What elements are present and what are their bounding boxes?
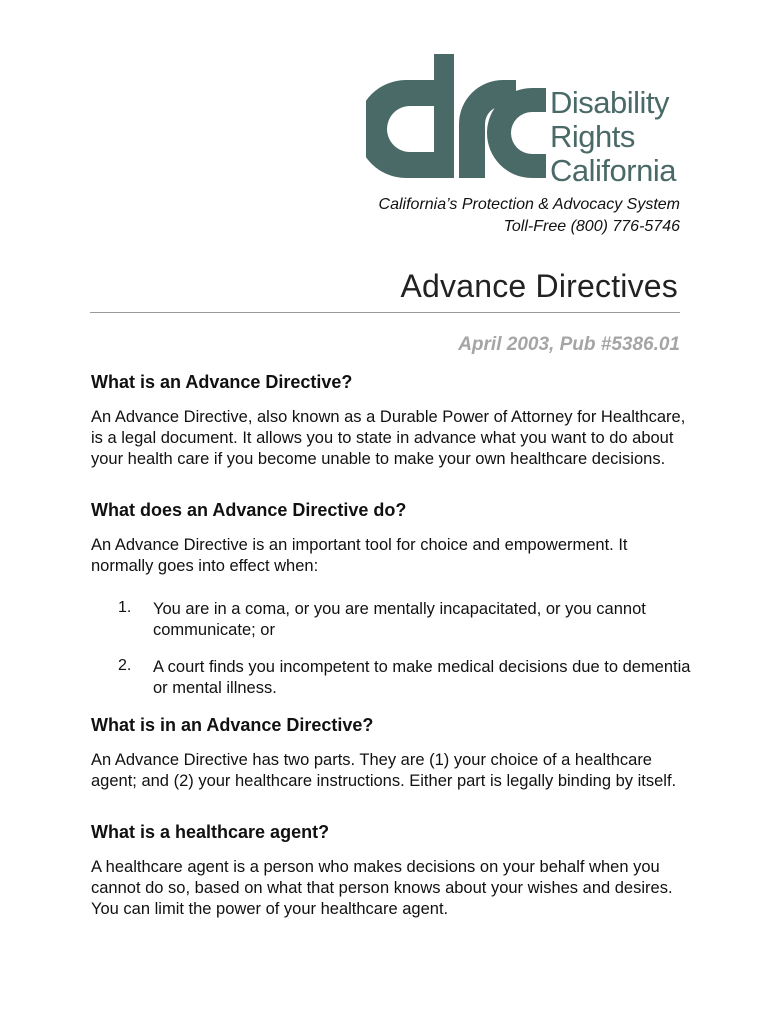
list-item-number: 2. xyxy=(118,657,132,674)
section-heading: What is in an Advance Directive? xyxy=(91,715,374,735)
section-what-is xyxy=(91,372,691,470)
drc-logo-mark xyxy=(366,50,546,188)
list-item-text: You are in a coma, or you are mentally incapacitated, or you cannot communicate; or xyxy=(153,600,646,639)
org-name-line: California xyxy=(550,153,676,188)
conditions-list xyxy=(91,599,691,699)
list-item-number: 1. xyxy=(118,599,132,616)
section-paragraph: An Advance Directive has two parts. They are (1) your choice of a healthcare agent; and (2) your healthcare instructions. Either part is legally binding by itself. xyxy=(91,751,677,790)
organization-name xyxy=(550,86,676,188)
section-healthcare-agent xyxy=(91,822,691,920)
org-tagline-block xyxy=(379,194,680,238)
org-name-line: Rights xyxy=(550,119,635,154)
section-heading: What is a healthcare agent? xyxy=(91,822,330,842)
title-divider xyxy=(90,312,680,313)
list-item xyxy=(91,657,691,699)
list-item xyxy=(91,599,691,641)
organization-logo xyxy=(366,50,686,190)
section-heading: What is an Advance Directive? xyxy=(91,372,353,392)
section-paragraph: A healthcare agent is a person who makes decisions on your behalf when you cannot do so, based on what that person knows about your wishes and desires. You can limit the power of your healthcare agent. xyxy=(91,858,673,918)
org-name-line: Disability xyxy=(550,85,670,120)
org-tagline: California’s Protection & Advocacy System xyxy=(378,196,680,213)
publication-line: April 2003, Pub #5386.01 xyxy=(458,334,680,355)
list-item-text: A court finds you incompetent to make medical decisions due to dementia or mental illness. xyxy=(153,658,691,697)
section-what-in xyxy=(91,715,691,792)
org-phone: Toll-Free (800) 776-5746 xyxy=(503,218,680,235)
section-what-does xyxy=(91,500,691,699)
document-title: Advance Directives xyxy=(400,268,678,304)
section-heading: What does an Advance Directive do? xyxy=(91,500,407,520)
section-paragraph: An Advance Directive, also known as a Durable Power of Attorney for Healthcare, is a legal document. It allows you to state in advance what you want to do about your health care if you become unable to make your own healthcare decisions. xyxy=(91,408,686,468)
section-paragraph: An Advance Directive is an important tool for choice and empowerment. It normally goes into effect when: xyxy=(91,536,628,575)
document-body xyxy=(91,372,691,942)
